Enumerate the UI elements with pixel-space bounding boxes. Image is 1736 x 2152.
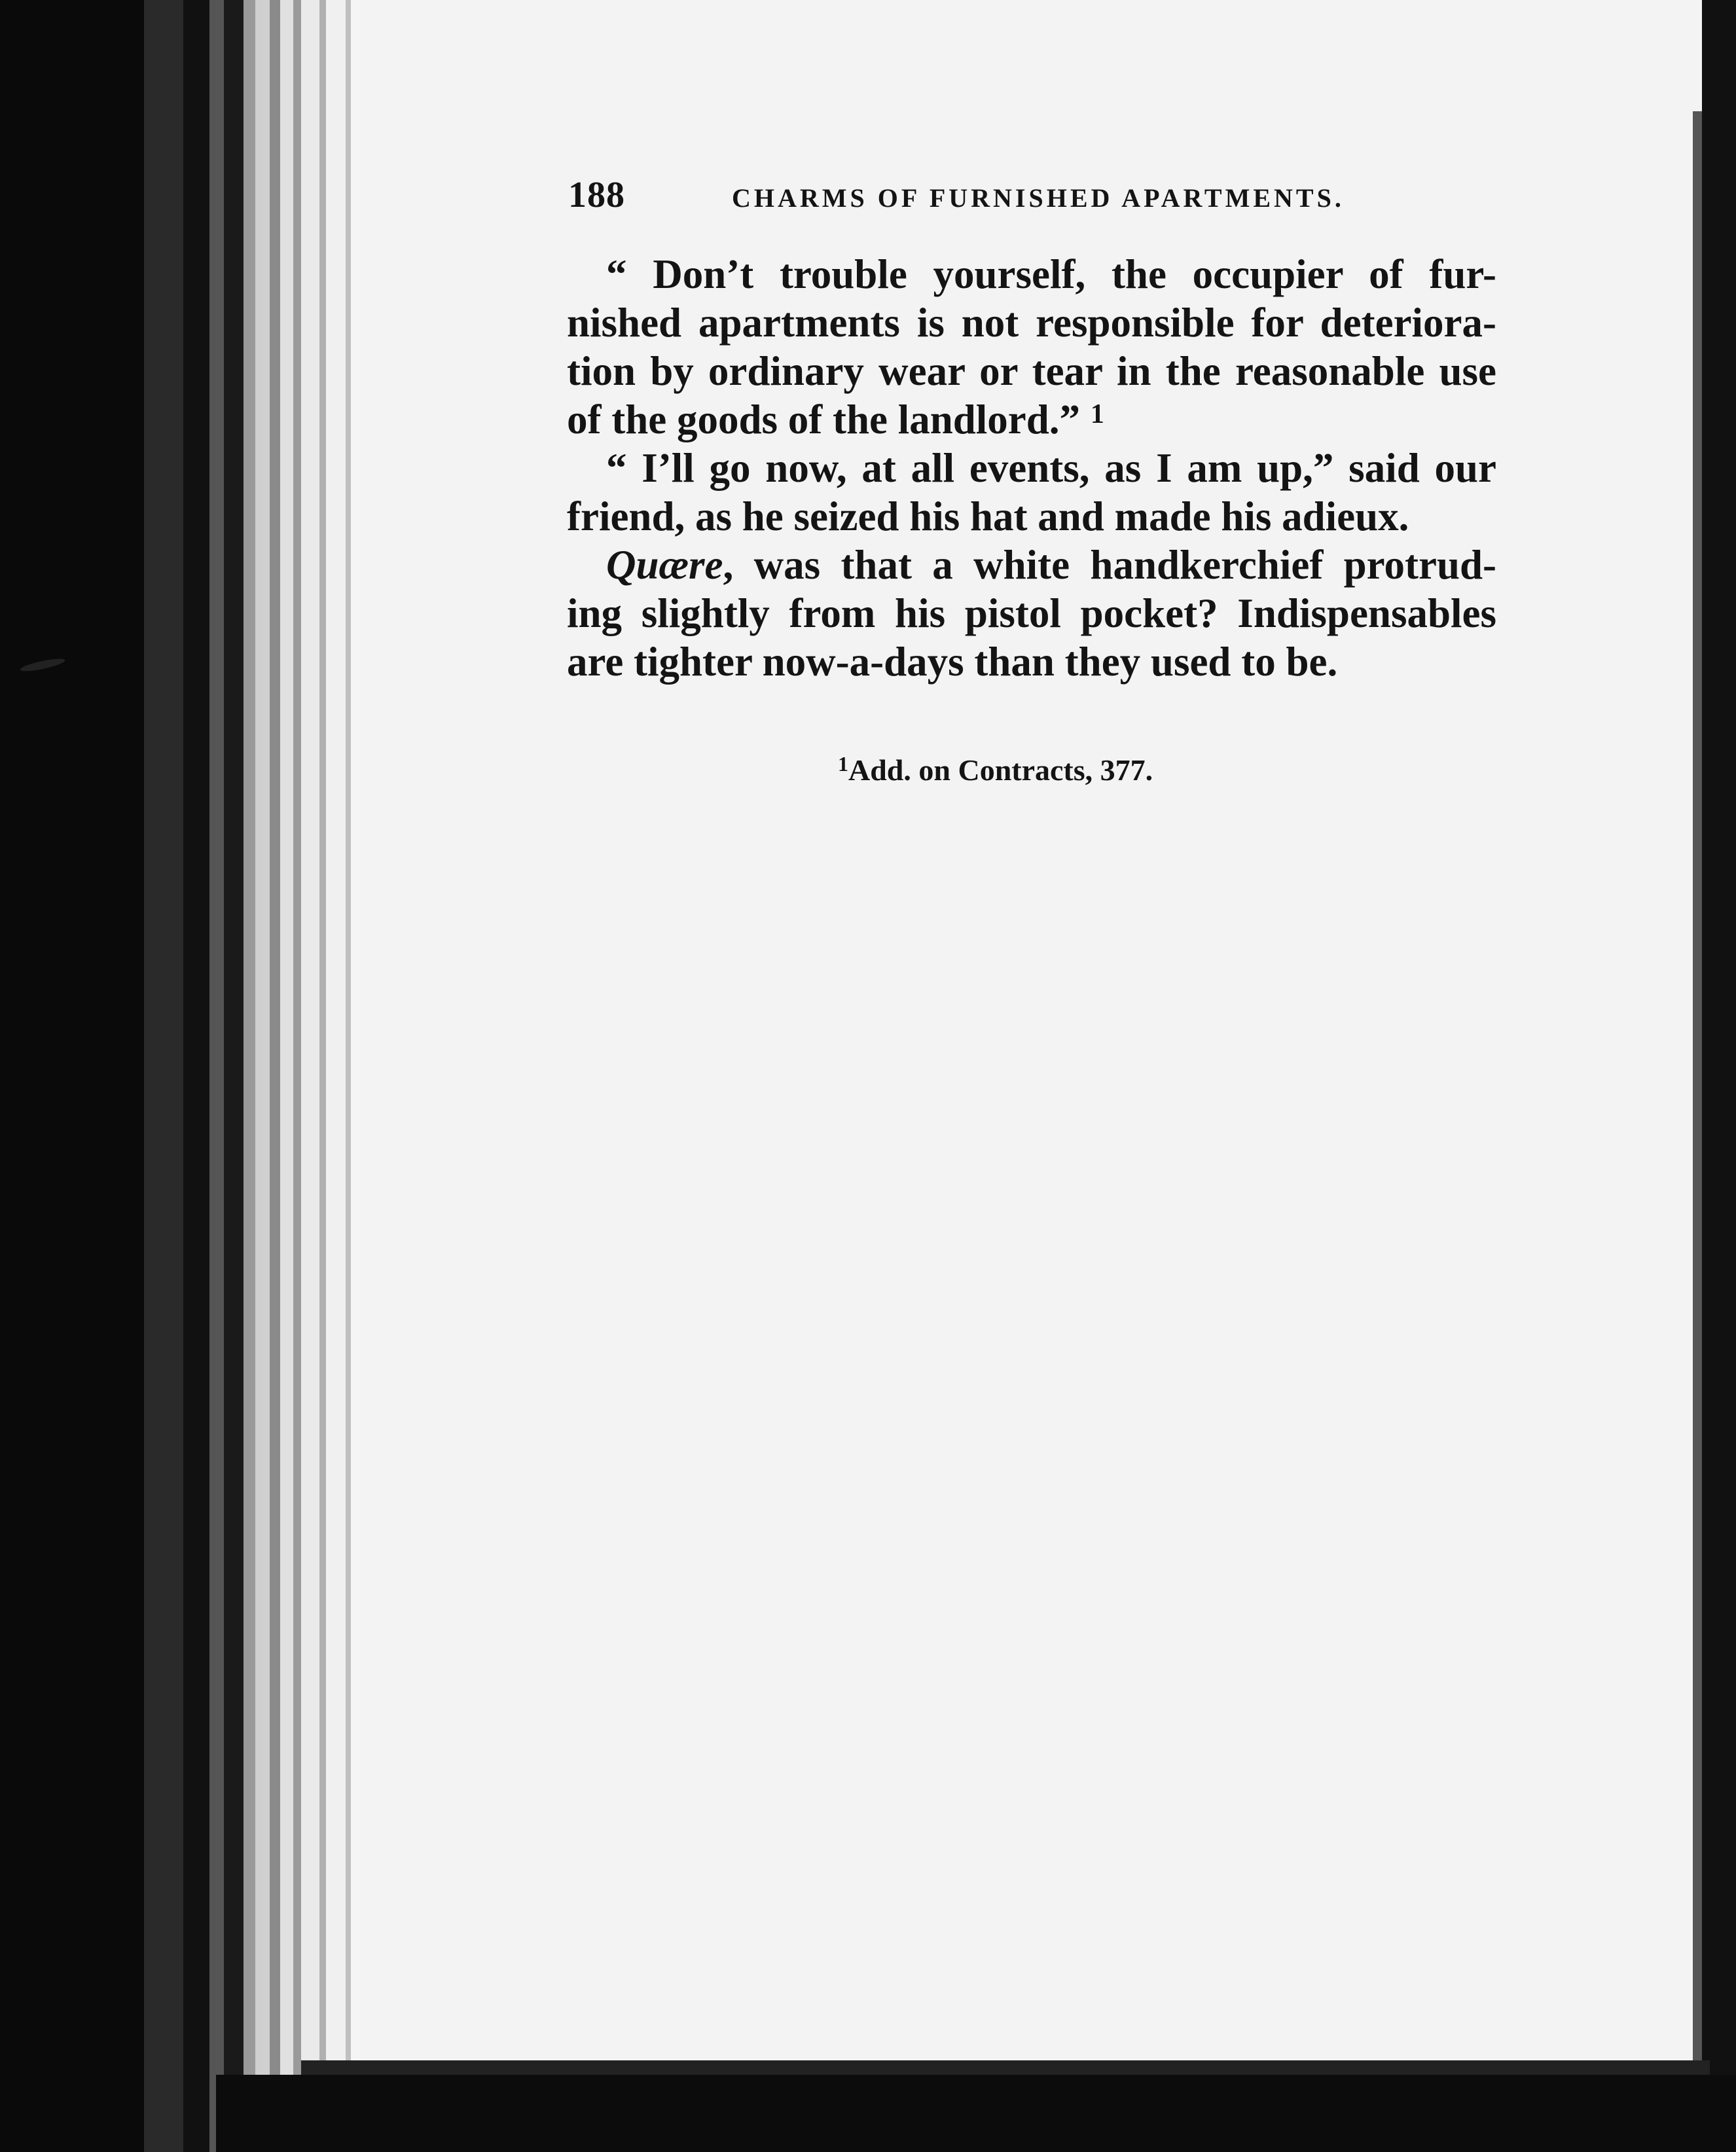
footnote-text: Add. on Contracts, 377. <box>848 753 1153 787</box>
paragraph <box>567 444 1496 541</box>
page-edge-right-inner <box>1693 111 1702 2062</box>
text-line: are tighter now-a-days than they used to be. <box>567 639 1338 685</box>
text-line: “ Don’t trouble yourself, the occupier of fur- <box>606 251 1496 297</box>
text-line-content: , was that a white handkerchief protrud- <box>723 542 1496 588</box>
footnote <box>838 753 1153 787</box>
running-head-title: CHARMS OF FURNISHED APARTMENTS. <box>732 183 1345 213</box>
page-edge-bottom-line <box>301 2060 1710 2075</box>
italic-word: Quære <box>606 542 723 588</box>
running-head <box>568 174 1373 216</box>
text-line: ing slightly from his pistol pocket? Indispensables <box>567 590 1496 636</box>
paragraph <box>567 541 1496 686</box>
text-line <box>567 541 1496 589</box>
footnote-marker: 1 <box>838 752 848 776</box>
page-edge-bottom <box>216 2075 1736 2152</box>
page-number: 188 <box>568 175 625 215</box>
paragraph <box>567 250 1496 444</box>
footnote-reference: 1 <box>1090 399 1104 429</box>
text-line: friend, as he seized his hat and made his adieux. <box>567 493 1409 539</box>
text-line: tion by ordinary wear or tear in the reasonable use <box>567 348 1496 394</box>
text-line-content: of the goods of the landlord.” <box>567 397 1081 442</box>
book-binding <box>0 0 380 2152</box>
text-line: nished apartments is not responsible for deteriora- <box>567 300 1496 346</box>
text-line <box>567 395 1496 444</box>
text-line: “ I’ll go now, at all events, as I am up,” said our <box>606 445 1496 491</box>
page-edge-right <box>1702 0 1736 2075</box>
body-text <box>567 250 1496 686</box>
